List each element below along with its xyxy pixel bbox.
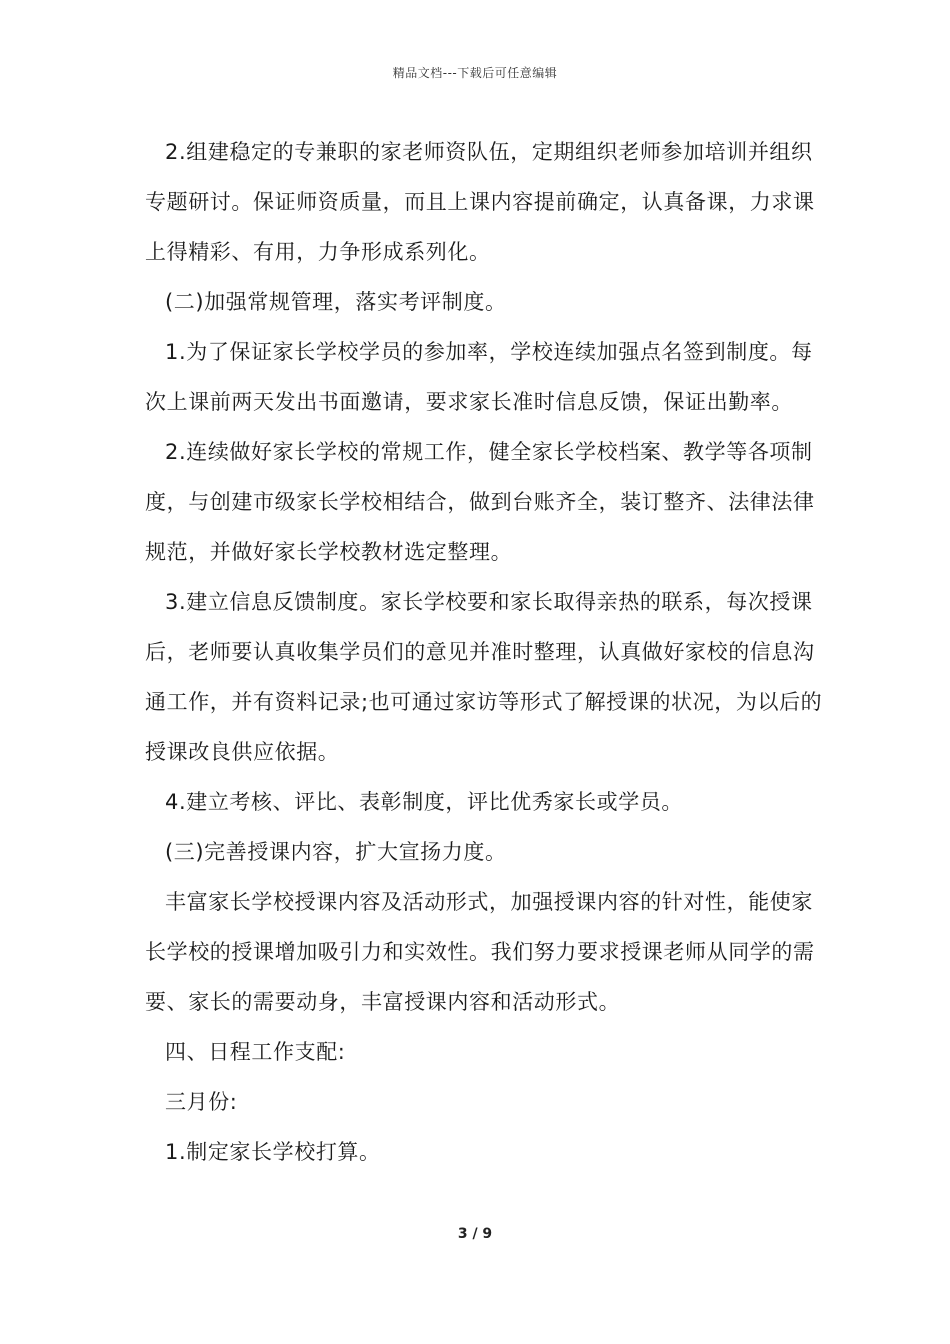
paragraph: 2.连续做好家长学校的常规工作，健全家长学校档案、教学等各项制度，与创建市级家长学校相结合，做到台账齐全，装订整齐、法律法律规范，并做好家长学校教材选定整理。 bbox=[145, 440, 815, 564]
section-heading: 四、日程工作支配: bbox=[165, 1040, 346, 1064]
section-heading: (二)加强常规管理，落实考评制度。 bbox=[165, 290, 507, 314]
subheading: 三月份: bbox=[165, 1090, 238, 1114]
section-heading: (三)完善授课内容，扩大宣扬力度。 bbox=[165, 840, 507, 864]
paragraph: 1.制定家长学校打算。 bbox=[165, 1140, 381, 1164]
document-body bbox=[145, 127, 825, 1177]
paragraph: 3.建立信息反馈制度。家长学校要和家长取得亲热的联系，每次授课后，老师要认真收集学员们的意见并准时整理，认真做好家校的信息沟通工作，并有资料记录;也可通过家访等形式了解授课的状况，为以后的授课改良供应依据。 bbox=[145, 590, 823, 764]
paragraph: 4.建立考核、评比、表彰制度，评比优秀家长或学员。 bbox=[165, 790, 684, 814]
paragraph: 丰富家长学校授课内容及活动形式，加强授课内容的针对性，能使家长学校的授课增加吸引力和实效性。我们努力要求授课老师从同学的需要、家长的需要动身，丰富授课内容和活动形式。 bbox=[145, 890, 815, 1014]
page-header: 精品文档---下载后可任意编辑 bbox=[392, 66, 558, 80]
paragraph: 1.为了保证家长学校学员的参加率，学校连续加强点名签到制度。每次上课前两天发出书面邀请，要求家长准时信息反馈，保证出勤率。 bbox=[145, 340, 813, 414]
page-number: 3 / 9 bbox=[457, 1226, 493, 1242]
paragraph: 2.组建稳定的专兼职的家老师资队伍，定期组织老师参加培训并组织专题研讨。保证师资质量，而且上课内容提前确定，认真备课，力求课上得精彩、有用，力争形成系列化。 bbox=[145, 140, 815, 264]
